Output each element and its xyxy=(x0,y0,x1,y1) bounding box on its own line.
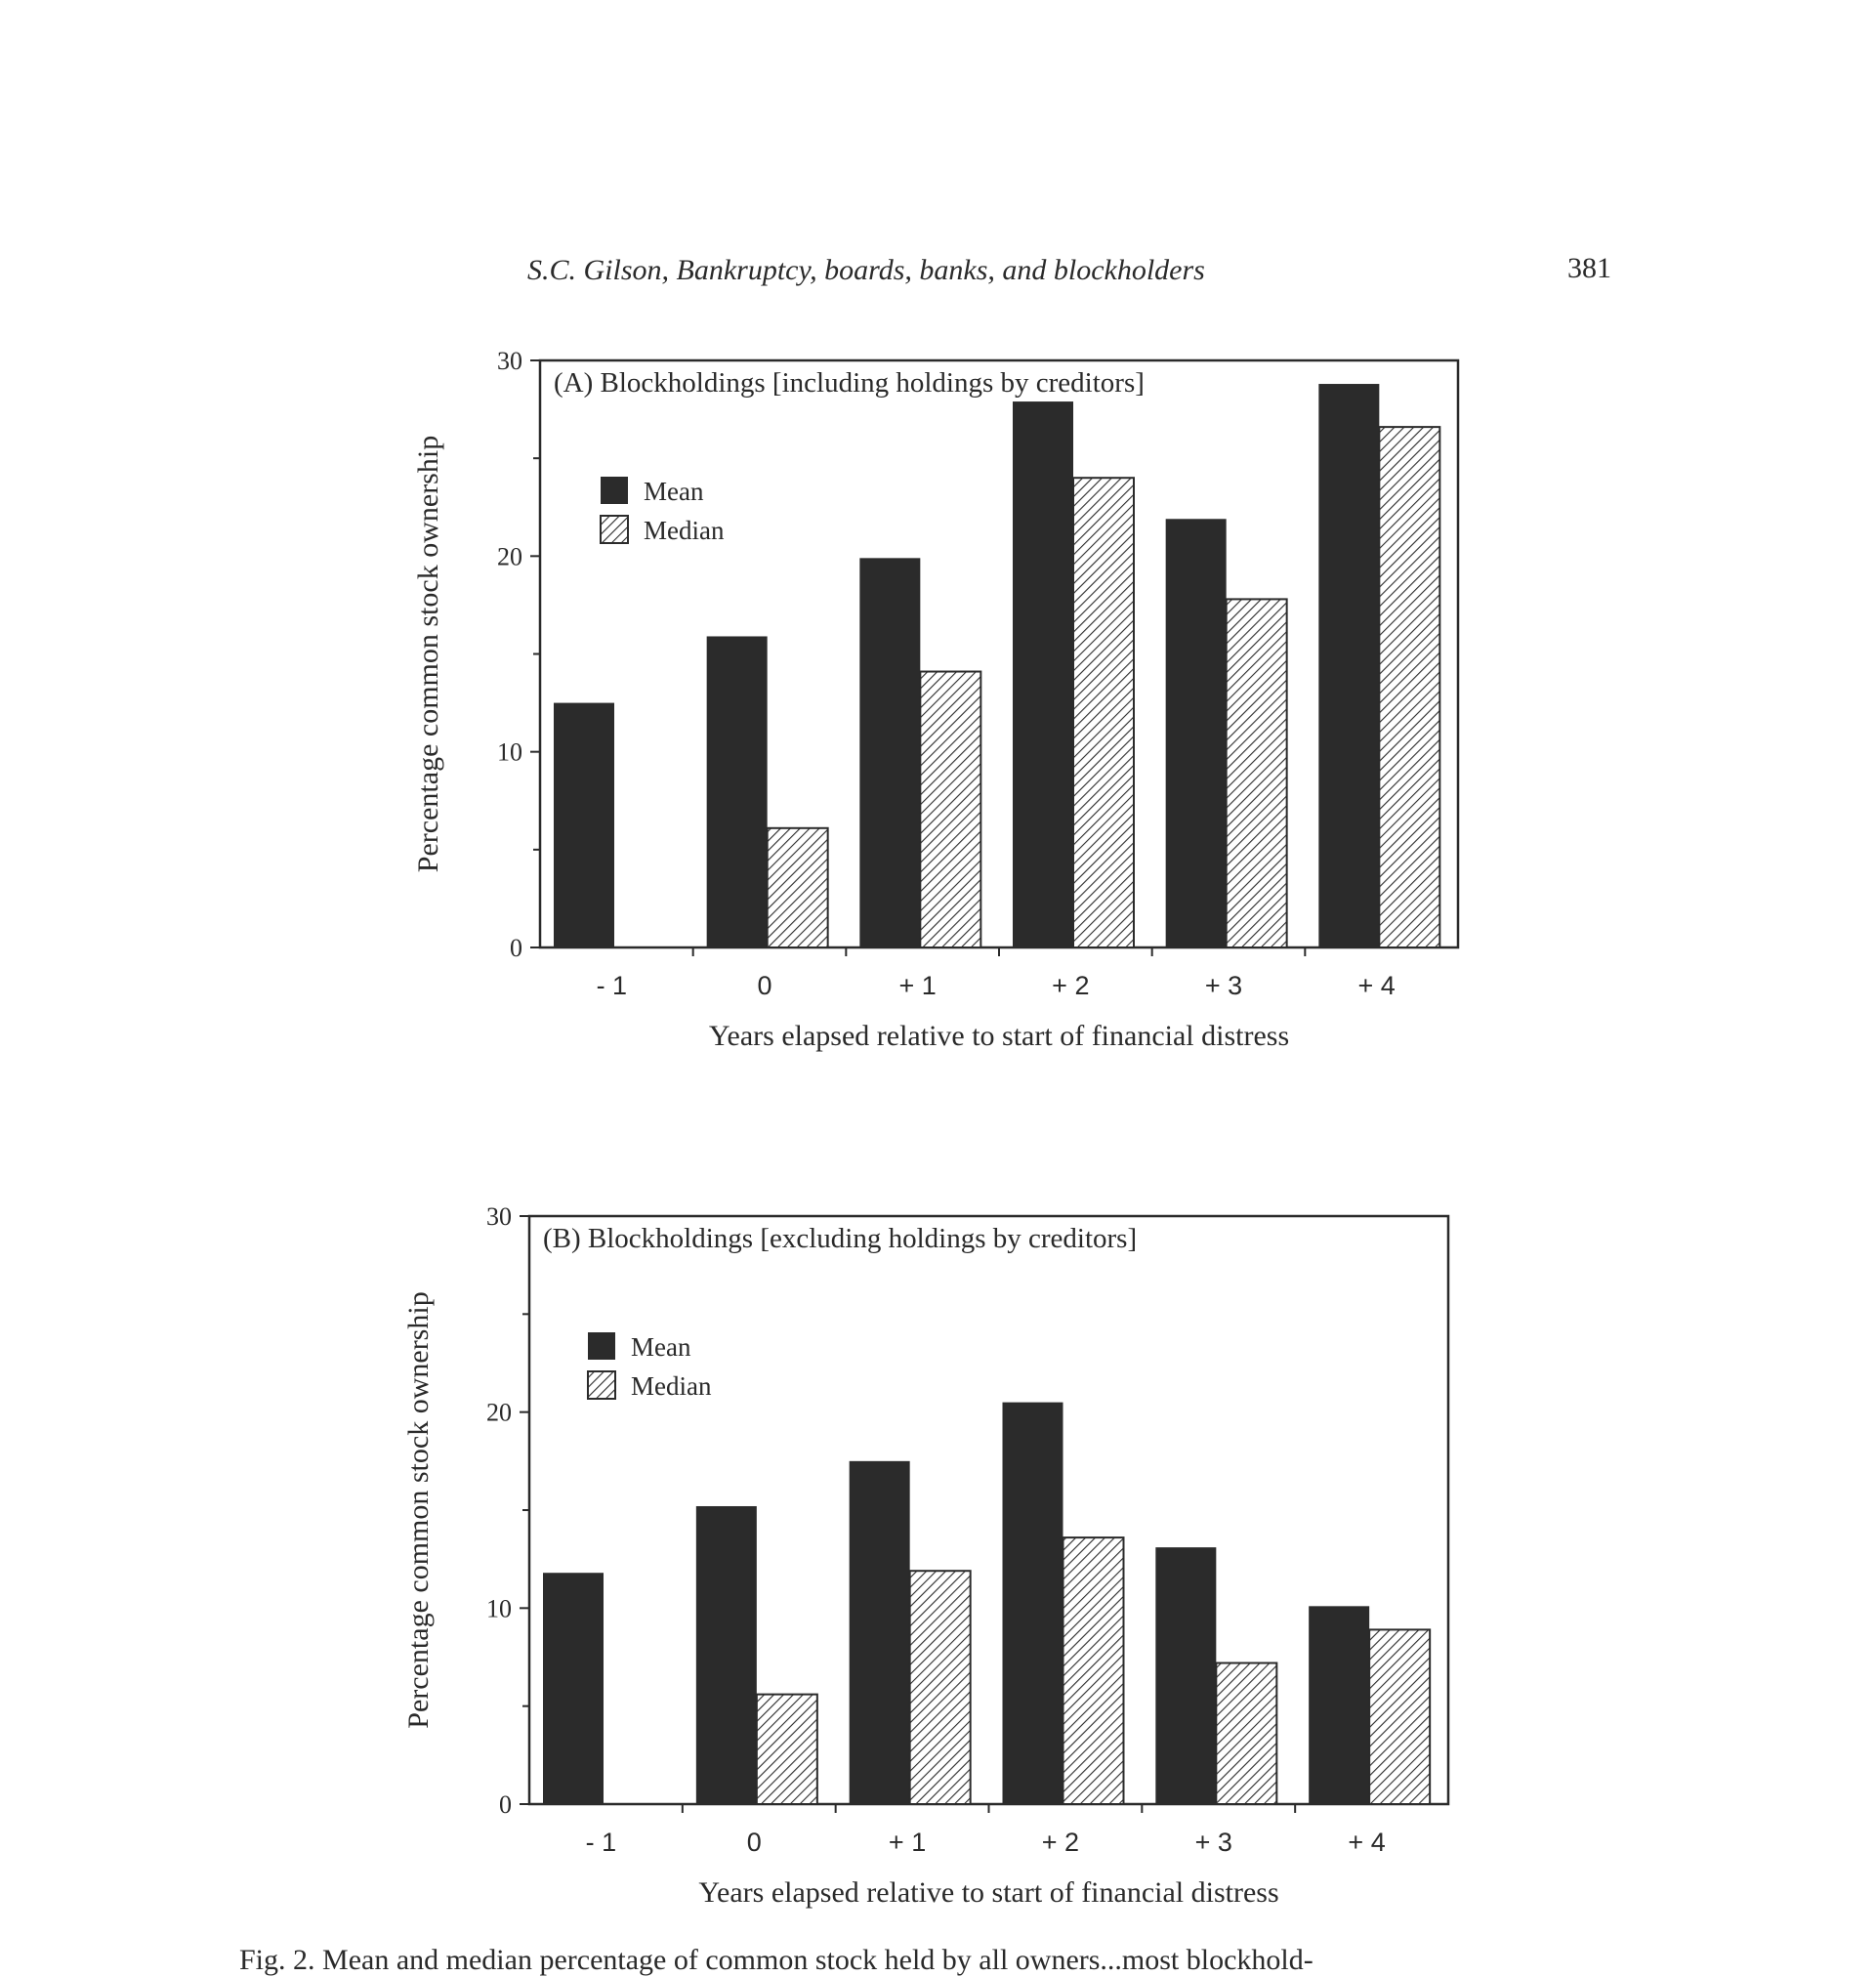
x-tick-label: + 3 xyxy=(1204,971,1243,1000)
bar-mean xyxy=(554,703,614,947)
bar-median xyxy=(1379,427,1439,947)
y-tick-label: 10 xyxy=(486,1594,512,1623)
legend-swatch-median xyxy=(601,516,628,543)
bar-median xyxy=(1063,1537,1124,1804)
x-tick-label: + 1 xyxy=(898,971,937,1000)
y-tick-label: 30 xyxy=(486,1202,512,1231)
y-tick-label: 20 xyxy=(486,1398,512,1427)
legend-swatch-mean xyxy=(601,477,628,504)
x-tick-label: + 3 xyxy=(1194,1828,1232,1857)
y-tick-label: 0 xyxy=(510,934,522,962)
x-tick-label: + 4 xyxy=(1357,971,1396,1000)
x-tick-label: + 1 xyxy=(888,1828,927,1857)
legend-label-median: Median xyxy=(644,516,725,545)
bar-median xyxy=(1216,1663,1276,1804)
legend-label-mean: Mean xyxy=(644,477,704,506)
bar-mean xyxy=(1013,401,1073,947)
y-tick-label: 30 xyxy=(497,347,522,375)
running-head xyxy=(527,254,1611,303)
bar-median xyxy=(910,1571,971,1804)
x-tick-label: + 4 xyxy=(1348,1828,1386,1857)
bar-median xyxy=(1073,478,1134,947)
legend-swatch-mean xyxy=(588,1332,615,1360)
bar-mean xyxy=(1309,1606,1369,1804)
bar-mean xyxy=(707,636,768,947)
bar-median xyxy=(920,672,980,947)
y-axis-label: Percentage common stock ownership xyxy=(412,435,444,873)
y-tick-label: 10 xyxy=(497,737,522,767)
x-tick-label: - 1 xyxy=(585,1828,617,1857)
x-tick-label: - 1 xyxy=(596,971,628,1000)
x-axis-label: Years elapsed relative to start of financial distress xyxy=(708,1020,1290,1052)
bar-mean xyxy=(696,1506,757,1804)
chart-title: (A) Blockholdings [including holdings by creditors] xyxy=(554,367,1145,399)
y-tick-label: 20 xyxy=(497,542,522,571)
bar-mean xyxy=(859,558,920,947)
bar-mean xyxy=(1155,1547,1216,1804)
bar-median xyxy=(757,1695,817,1804)
bar-mean xyxy=(543,1573,604,1804)
bar-mean xyxy=(1318,384,1379,947)
x-tick-label: 0 xyxy=(746,1828,762,1857)
legend-label-mean: Mean xyxy=(631,1332,691,1362)
chart-title: (B) Blockholdings [excluding holdings by creditors] xyxy=(543,1223,1138,1254)
x-tick-label: + 2 xyxy=(1041,1828,1080,1857)
bar-median xyxy=(768,828,828,947)
y-tick-label: 0 xyxy=(499,1790,512,1819)
y-axis-label: Percentage common stock ownership xyxy=(402,1291,435,1729)
bar-median xyxy=(1369,1629,1430,1804)
page-number: 381 xyxy=(1567,252,1611,284)
x-axis-label: Years elapsed relative to start of financial distress xyxy=(698,1876,1279,1909)
x-tick-label: 0 xyxy=(757,971,772,1000)
legend-swatch-median xyxy=(588,1371,615,1399)
bar-median xyxy=(1227,599,1287,947)
chart-a xyxy=(0,322,1876,1065)
legend-label-median: Median xyxy=(631,1371,712,1401)
bar-mean xyxy=(1166,519,1227,947)
bar-mean xyxy=(1003,1403,1063,1804)
running-head-title: S.C. Gilson, Bankruptcy, boards, banks, and blockholders xyxy=(527,254,1205,286)
x-tick-label: + 2 xyxy=(1052,971,1090,1000)
chart-b xyxy=(0,1182,1876,1924)
figure-caption: Fig. 2. Mean and median percentage of common stock held by all owners...most blockhold- xyxy=(239,1944,1313,1976)
bar-mean xyxy=(850,1461,910,1804)
